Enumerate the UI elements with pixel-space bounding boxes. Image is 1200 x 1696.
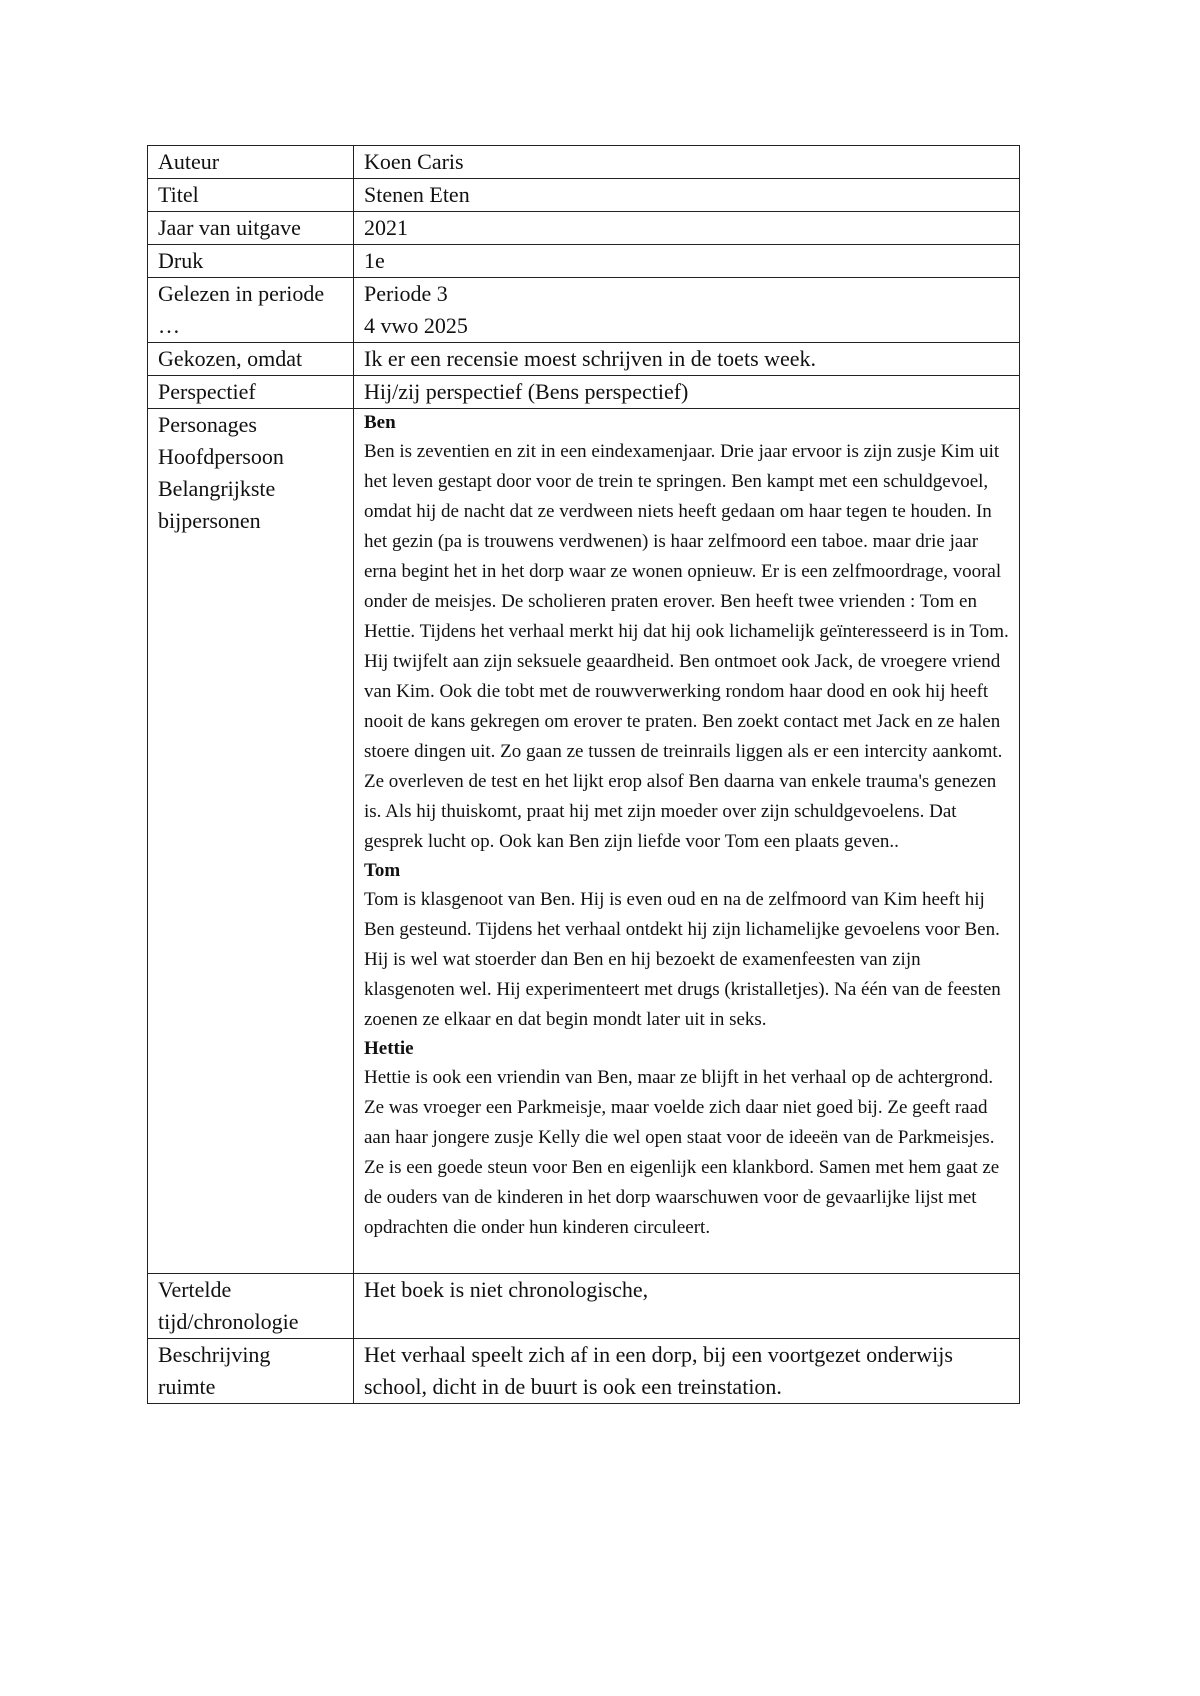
- character-name-tom: Tom: [364, 860, 401, 881]
- label-line: Hoofdpersoon: [158, 444, 284, 469]
- character-description-hettie: Hettie is ook een vriendin van Ben, maar ze blijft in het verhaal op de achtergrond. Ze was vroeger een Parkmeisje, maar voelde zich daar niet goed bij. Ze geeft raad aan haar jongere zusje Kelly die wel open staat voor de ideeën van de Parkmeisjes. Ze is een goede steun voor Ben en eigenlijk een klankbord. Samen met hem gaat ze de ouders van de kinderen in het dorp waarschuwen voor de gevaarlijke lijst met opdrachten die onder hun kinderen circuleert.: [364, 1067, 1000, 1238]
- character-name-ben: Ben: [364, 412, 396, 433]
- value-year: 2021: [354, 212, 1020, 245]
- label-line: Beschrijving: [158, 1342, 271, 1367]
- value-narrated-time: Het boek is niet chronologische,: [354, 1274, 1020, 1339]
- label-narrated-time: [148, 1274, 354, 1339]
- label-year: Jaar van uitgave: [148, 212, 354, 245]
- table-row: [148, 245, 1020, 278]
- label-line: Vertelde: [158, 1277, 232, 1302]
- label-line: Personages: [158, 412, 257, 437]
- value-author: Koen Caris: [354, 146, 1020, 179]
- table-row: [148, 376, 1020, 409]
- value-perspective: Hij/zij perspectief (Bens perspectief): [354, 376, 1020, 409]
- character-name-hettie: Hettie: [364, 1038, 414, 1059]
- label-characters: [148, 409, 354, 1274]
- character-description-tom: Tom is klasgenoot van Ben. Hij is even oud en na de zelfmoord van Kim heeft hij Ben gesteund. Tijdens het verhaal ontdekt hij zijn lichamelijke gevoelens voor Ben. Hij is wel wat stoerder dan Ben en hij bezoekt de examenfeesten van zijn klasgenoten wel. Hij experimenteert met drugs (kristalletjes). Na één van de feesten zoenen ze elkaar en dat begin mondt later uit in seks.: [364, 889, 1001, 1030]
- label-author: Auteur: [148, 146, 354, 179]
- table-row: [148, 343, 1020, 376]
- label-title: Titel: [148, 179, 354, 212]
- label-line: tijd/chronologie: [158, 1309, 299, 1334]
- value-line: 4 vwo 2025: [364, 313, 468, 338]
- value-characters: [354, 409, 1020, 1274]
- table-row: [148, 1339, 1020, 1404]
- label-setting: [148, 1339, 354, 1404]
- table-row: [148, 278, 1020, 343]
- label-perspective: Perspectief: [148, 376, 354, 409]
- label-line: Gelezen in periode: [158, 281, 325, 306]
- table-row: [148, 1274, 1020, 1339]
- value-title: Stenen Eten: [354, 179, 1020, 212]
- label-line: ruimte: [158, 1374, 216, 1399]
- book-report-table: [147, 145, 1020, 1404]
- label-line: bijpersonen: [158, 508, 261, 533]
- table-row: [148, 212, 1020, 245]
- value-setting: Het verhaal speelt zich af in een dorp, bij een voortgezet onderwijs school, dicht in de buurt is ook een treinstation.: [354, 1339, 1020, 1404]
- value-read-period: [354, 278, 1020, 343]
- label-line: Belangrijkste: [158, 476, 276, 501]
- table-row: [148, 179, 1020, 212]
- table-row: [148, 146, 1020, 179]
- character-description-ben: Ben is zeventien en zit in een eindexamenjaar. Drie jaar ervoor is zijn zusje Kim uit het leven gestapt door voor de trein te springen. Ben kampt met een schuldgevoel, omdat hij de nacht dat ze verdween niets heeft gedaan om haar tegen te houden. In het gezin (pa is trouwens verdwenen) is haar zelfmoord een taboe. maar drie jaar erna begint het in het dorp waar ze wonen opnieuw. Er is een zelfmoordrage, vooral onder de meisjes. De scholieren praten erover. Ben heeft twee vrienden : Tom en Hettie. Tijdens het verhaal merkt hij dat hij ook lichamelijk geïnteresseerd is in Tom. Hij twijfelt aan zijn seksuele geaardheid. Ben ontmoet ook Jack, de vroegere vriend van Kim. Ook die tobt met de rouwverwerking rondom haar dood en ook hij heeft nooit de kans gekregen om erover te praten. Ben zoekt contact met Jack en ze halen stoere dingen uit. Zo gaan ze tussen de treinrails liggen als er een intercity aankomt. Ze overleven de test en het lijkt erop alsof Ben daarna van enkele trauma's genezen is. Als hij thuiskomt, praat hij met zijn moeder over zijn schuldgevoelens. Dat gesprek lucht op. Ook kan Ben zijn liefde voor Tom een plaats geven..: [364, 441, 1009, 852]
- value-edition: 1e: [354, 245, 1020, 278]
- label-read-period: [148, 278, 354, 343]
- label-edition: Druk: [148, 245, 354, 278]
- label-line: …: [158, 313, 180, 338]
- value-line: Periode 3: [364, 281, 448, 306]
- value-chosen-because: Ik er een recensie moest schrijven in de toets week.: [354, 343, 1020, 376]
- table-row: [148, 409, 1020, 1274]
- label-chosen-because: Gekozen, omdat: [148, 343, 354, 376]
